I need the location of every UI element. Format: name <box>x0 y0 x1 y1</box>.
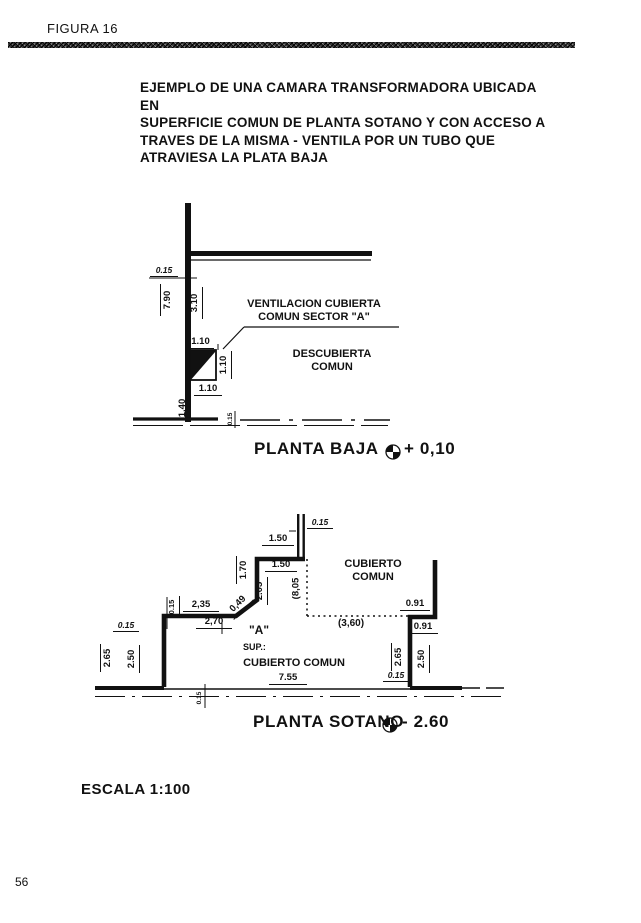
dim-0-15-entry: 0.15 <box>307 517 333 529</box>
dim-2-05: 2.05 <box>254 577 268 605</box>
planta-baja-title: PLANTA BAJA <box>254 439 379 458</box>
dim-1-10-right: 1.10 <box>218 351 232 379</box>
sup-label: SUP.: <box>243 642 266 652</box>
dim-2-50-right: 2.50 <box>416 645 430 673</box>
dim-7-55: 7.55 <box>269 672 307 685</box>
dim-0-15-right: 0.15 <box>383 670 409 682</box>
descubierta-line-1: DESCUBIERTA <box>292 348 372 360</box>
planta-sotano-level: - 2.60 <box>402 712 450 731</box>
dim-1-10-top: 1.10 <box>187 336 214 349</box>
ventilacion-line-1: VENTILACION CUBIERTA <box>247 298 381 310</box>
dim-0-91-a: 0.91 <box>400 598 430 611</box>
cubierto-comun-label: CUBIERTO COMUN <box>243 657 345 669</box>
ventilacion-label <box>228 298 400 324</box>
dim-0-15-street-pb: 0.15 <box>227 412 234 426</box>
dim-0-49-diagonal: 0,49 <box>224 590 254 620</box>
descubierta-label <box>276 348 388 374</box>
level-marker-icon <box>386 445 400 459</box>
dim-2-65-left: 2.65 <box>100 644 114 672</box>
dim-0-15-left-wall: 0.15 <box>166 596 180 618</box>
planta-sotano-drawing <box>95 514 505 732</box>
dim-2-65-right: 2.65 <box>391 643 405 671</box>
dim-1-40: 1.40 <box>177 394 191 422</box>
dim-2-70: 2,70 <box>196 616 232 629</box>
dim-2-35: 2,35 <box>183 599 219 612</box>
dim-wall-thickness: 0.15 <box>150 265 178 277</box>
dim-1-70: 1.70 <box>236 556 250 584</box>
scale-label: ESCALA 1:100 <box>81 781 191 798</box>
dim-1-50-a: 1.50 <box>262 533 294 546</box>
planta-sotano-title: PLANTA SOTANO <box>253 712 405 731</box>
dim-1-10-bottom: 1.10 <box>194 383 222 396</box>
planta-baja-drawing <box>133 203 400 459</box>
ventilacion-line-2: COMUN SECTOR "A" <box>258 311 370 323</box>
cubierto-right-line-2: COMUN <box>352 571 394 583</box>
dim-3-10: 3.10 <box>189 287 203 319</box>
dim-8-05-projected: (8,05 <box>290 577 302 600</box>
dim-0-15-left: 0.15 <box>113 620 139 632</box>
dim-0-15-street-ps: 0.15 <box>196 691 203 705</box>
descubierta-line-2: COMUN <box>311 361 353 373</box>
caption-line-1: EJEMPLO DE UNA CAMARA TRANSFORMADORA UBICADA EN <box>140 80 537 113</box>
cubierto-right-line-1: CUBIERTO <box>344 558 402 570</box>
caption-line-2: SUPERFICIE COMUN DE PLANTA SOTANO Y CON ACCESO A <box>140 115 546 130</box>
dim-2-50-left: 2.50 <box>126 645 140 673</box>
caption-line-4: ATRAVIESA LA PLATA BAJA <box>140 150 329 165</box>
dim-7-90: 7.90 <box>160 284 174 316</box>
dim-0-91-b: 0.91 <box>408 621 438 634</box>
dim-1-50-b: 1.50 <box>265 559 297 572</box>
page-number: 56 <box>15 875 29 889</box>
planta-baja-level: + 0,10 <box>404 439 456 458</box>
caption-line-3: TRAVES DE LA MISMA - VENTILA POR UN TUBO QUE <box>140 132 496 148</box>
figure-label: FIGURA 16 <box>47 21 118 36</box>
cubierto-comun-right-label <box>338 558 408 584</box>
sector-a-label: "A" <box>248 623 270 637</box>
dim-3-60-projected: (3,60) <box>337 618 365 629</box>
